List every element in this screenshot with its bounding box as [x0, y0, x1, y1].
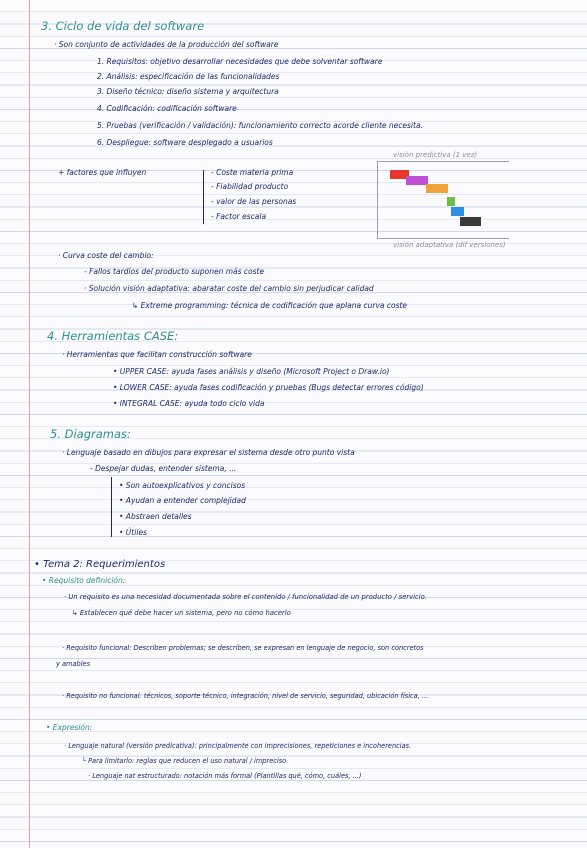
section5-sub: - Despejar dudas, entender sistema, ...	[90, 464, 237, 473]
functional-req: · Requisito funcional: Describen problemas; se describen, se expresan en lenguaje de negocio, son concretos	[62, 644, 424, 652]
curve-item: · Solución visión adaptativa: abaratar coste del cambio sin perjudicar calidad	[84, 284, 374, 293]
diagram-left-axis	[377, 162, 378, 238]
section5-title: 5. Diagramas:	[50, 427, 131, 441]
def-text: · Un requisito es una necesidad documentada sobre el contenido / funcionalidad de un producto / servicio.	[64, 593, 427, 601]
def-sub: ↳ Establecen qué debe hacer un sistema, pero no cómo hacerlo	[72, 609, 291, 617]
def-title: • Requisito definición:	[42, 576, 126, 585]
section3-item-6: 6. Despliegue: software desplegado a usuarios	[97, 138, 273, 147]
section3-item-2: 2. Análisis: especificación de las funcionalidades	[97, 72, 280, 81]
nonfunctional-req: · Requisito no funcional: técnicos, soporte técnico, integración, nivel de servicio, seguridad, ubicación física, ...	[62, 692, 429, 700]
diagram-item: • Abstraen detalles	[119, 512, 192, 521]
waterfall-block	[460, 217, 481, 226]
case-item: • INTEGRAL CASE: ayuda todo ciclo vida	[113, 399, 265, 408]
diagram-top-arrow	[377, 161, 509, 162]
factor-item: - Coste materia prima	[211, 168, 294, 177]
expr-item: · Lenguaje nat estructurado: notación más formal (Plantillas qué, cómo, cuáles, ...)	[88, 772, 362, 780]
case-item: • UPPER CASE: ayuda fases análisis y diseño (Microsoft Project o Draw.io)	[113, 367, 390, 376]
section5-intro: · Lenguaje basado en dibujos para expresar el sistema desde otro punto vista	[62, 448, 355, 457]
expr-title: • Expresión:	[46, 723, 93, 732]
diagram-item: • Ayudan a entender complejidad	[119, 496, 246, 505]
tema2-title: • Tema 2: Requerimientos	[34, 559, 166, 570]
xp-line: ↳ Extreme programming: técnica de codificación que aplana curva coste	[132, 301, 408, 310]
section3-item-4: 4. Codificación: codificación software	[97, 104, 237, 113]
diagram-bottom-arrow	[377, 238, 509, 239]
factors-brace	[203, 170, 204, 224]
diagram-items-brace	[111, 477, 112, 537]
case-item: • LOWER CASE: ayuda fases codificación y pruebas (Bugs detectar errores código)	[113, 383, 424, 392]
section3-item-5: 5. Pruebas (verificación / validación): funcionamiento correcto acorde cliente necesita.	[97, 121, 423, 130]
waterfall-block	[451, 207, 464, 216]
section3-intro: · Son conjunto de actividades de la producción del software	[54, 40, 279, 49]
section3-item-3: 3. Diseño técnico: diseño sistema y arquitectura	[97, 87, 279, 96]
section4-title: 4. Herramientas CASE:	[47, 329, 179, 343]
curve-title: · Curva coste del cambio:	[58, 251, 154, 260]
expr-item: · Lenguaje natural (versión predicativa): principalmente con imprecisiones, repeticiones e incoherencias.	[64, 742, 412, 750]
section4-intro: · Herramientas que facilitan construcción software	[62, 350, 252, 359]
notebook-margin-line	[29, 0, 30, 848]
factors-label: + factores que influyen	[58, 168, 147, 177]
waterfall-block	[426, 184, 448, 193]
waterfall-block	[406, 176, 428, 185]
diagram-bottom-label: visión adaptativa (dif versiones)	[393, 241, 506, 249]
diagram-item: • Son autoexplicativos y concisos	[119, 481, 246, 490]
section3-title: 3. Ciclo de vida del software	[41, 19, 205, 33]
diagram-top-label: visión predictiva (1 vez)	[393, 151, 478, 159]
curve-item: - Fallos tardíos del producto suponen más coste	[84, 267, 265, 276]
section3-item-1: 1. Requisitos: objetivo desarrollar necesidades que debe solventar software	[97, 57, 383, 66]
factor-item: - valor de las personas	[211, 197, 297, 206]
factor-item: - Fiabilidad producto	[211, 182, 289, 191]
waterfall-block	[447, 197, 455, 206]
expr-item: └ Para limitarlo: reglas que reducen el uso natural / impreciso	[82, 757, 287, 765]
diagram-item: • Útiles	[119, 528, 147, 537]
factor-item: - Factor escala	[211, 212, 267, 221]
functional-req-cont: y amables	[56, 660, 91, 668]
